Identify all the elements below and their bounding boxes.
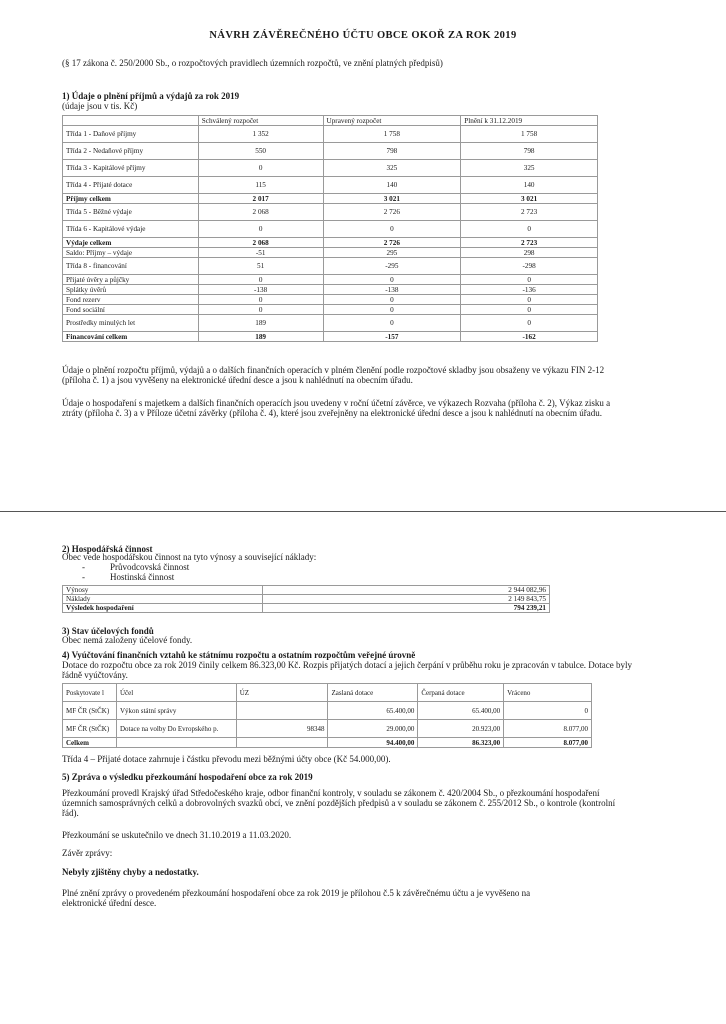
section4-text: Dotace do rozpočtu obce za rok 2019 činily celkem 86.323,00 Kč. Rozpis přijatých dotací a jejich čerpání v průběhu roku je zpracován v tabulce. Dotace byly řádně vyúčtovány. (62, 660, 633, 680)
budget-row-value: 2 726 (323, 204, 461, 221)
subsidy-cell-returned: 0 (504, 702, 592, 720)
budget-row (63, 160, 598, 177)
budget-row-label: Třída 2 - Nedaňové příjmy (63, 143, 199, 160)
budget-row (63, 143, 598, 160)
economic-row (63, 595, 550, 604)
budget-row-label: Výdaje celkem (63, 238, 199, 248)
budget-row (63, 177, 598, 194)
budget-row-value: 2 017 (198, 194, 323, 204)
budget-row-value: 0 (323, 275, 461, 285)
subsidy-cell-provider: Celkem (63, 738, 117, 748)
budget-row-value: -162 (461, 332, 598, 342)
budget-row-label: Přijaté úvěry a půjčky (63, 275, 199, 285)
budget-row-label: Třída 5 - Běžné výdaje (63, 204, 199, 221)
section1-paragraph-2: Údaje o hospodaření s majetkem a dalších finančních operacích jsou uvedeny v roční účetní závěrce, ve výkazech Rozvaha (příloha č. 2), Výkaz zisku a ztráty (příloha č. 3) a v Příloze účetní závěrky (příloha č. 4), které jsou zveřejněny na elektronické úřední desce a jsou k nahlédnutí na obecním úřadu. (62, 398, 611, 418)
budget-row-label: Třída 1 - Daňové příjmy (63, 126, 199, 143)
economic-row (63, 604, 550, 613)
budget-col-adjusted: Upravený rozpočet (323, 116, 461, 126)
budget-row-value: 295 (323, 248, 461, 258)
budget-row-value: 140 (323, 177, 461, 194)
section5-heading: 5) Zpráva o výsledku přezkoumání hospodaření obce za rok 2019 (62, 772, 313, 782)
economic-row-label: Výsledek hospodaření (63, 604, 263, 613)
intro-text: (§ 17 zákona č. 250/2000 Sb., o rozpočtových pravidlech územních rozpočtů, ve znění platných předpisů) (62, 58, 443, 68)
section5-conclusion: Nebyly zjištěny chyby a nedostatky. (62, 867, 199, 877)
budget-row-value: 51 (198, 258, 323, 275)
subsidy-col-returned: Vráceno (504, 684, 592, 702)
subsidy-col-used: Čerpaná dotace (418, 684, 504, 702)
section3-text: Obec nemá založeny účelové fondy. (62, 635, 193, 645)
budget-row-value: 1 758 (323, 126, 461, 143)
budget-row-value: 0 (461, 221, 598, 238)
budget-row-label: Prostředky minulých let (63, 315, 199, 332)
subsidy-col-sent: Zaslaná dotace (328, 684, 418, 702)
budget-row-label: Třída 4 - Přijaté dotace (63, 177, 199, 194)
budget-row-value: -295 (323, 258, 461, 275)
budget-row-value: 0 (198, 160, 323, 177)
budget-row-value: 0 (323, 295, 461, 305)
budget-row-value: 550 (198, 143, 323, 160)
budget-row-label: Fond rezerv (63, 295, 199, 305)
budget-row-value: 0 (198, 305, 323, 315)
budget-row-value: 0 (461, 275, 598, 285)
subsidy-col-purpose: Účel (116, 684, 236, 702)
budget-row-value: 0 (461, 295, 598, 305)
budget-row-value: -157 (323, 332, 461, 342)
economic-row (63, 586, 550, 595)
document-title: NÁVRH ZÁVĚREČNÉHO ÚČTU OBCE OKOŘ ZA ROK 2019 (209, 30, 517, 41)
budget-row-value: 2 068 (198, 204, 323, 221)
budget-row-value: 0 (461, 305, 598, 315)
budget-row-value: 2 723 (461, 204, 598, 221)
subsidy-cell-uz (236, 738, 328, 748)
budget-row-value: 2 723 (461, 238, 598, 248)
economic-row-value: 794 239,21 (262, 604, 549, 613)
document-page-top (0, 0, 726, 505)
section1-units: (údaje jsou v tis. Kč) (62, 101, 138, 111)
activity-item: - Průvodcovská činnost (82, 562, 189, 572)
subsidy-col-provider: Poskytovate l (63, 684, 117, 702)
budget-row-label: Třída 3 - Kapitálové příjmy (63, 160, 199, 177)
budget-row-value: -138 (323, 285, 461, 295)
budget-row-value: 0 (323, 315, 461, 332)
budget-row-value: 798 (461, 143, 598, 160)
budget-row-value: 3 021 (461, 194, 598, 204)
budget-row (63, 258, 598, 275)
budget-row-value: -298 (461, 258, 598, 275)
section1-paragraph-1: Údaje o plnění rozpočtu příjmů, výdajů a o dalších finančních operacích v plném členění podle rozpočtové skladby jsou obsaženy ve výkazu FIN 2-12 (příloha č. 1) a jsou vyvěšeny na elektronické úřední desce a jsou k nahlédnutí na obecním úřadu. (62, 365, 605, 385)
economic-row-label: Výnosy (63, 586, 263, 595)
subsidy-cell-uz: 98348 (236, 720, 328, 738)
budget-row-value: 298 (461, 248, 598, 258)
budget-row-value: 325 (461, 160, 598, 177)
budget-row (63, 305, 598, 315)
budget-row (63, 332, 598, 342)
budget-row (63, 204, 598, 221)
section5-paragraph-1: Přezkoumání provedl Krajský úřad Středočeského kraje, odbor finanční kontroly, v souladu se zákonem č. 420/2004 Sb., o přezkoumání hospodaření územních samosprávných celků a dobrovolných svazků obcí, ve znění pozdějších předpisů a v souladu se zákonem č. 255/2012 Sb., o kontrole (kontrolní řád). (62, 788, 616, 818)
budget-row-label: Fond sociální (63, 305, 199, 315)
budget-table (62, 115, 598, 342)
subsidy-cell-sent: 65.400,00 (328, 702, 418, 720)
economic-row-value: 2 944 082,96 (262, 586, 549, 595)
subsidy-table (62, 683, 592, 748)
subsidy-cell-uz (236, 702, 328, 720)
budget-row-value: 189 (198, 315, 323, 332)
subsidy-cell-purpose (116, 738, 236, 748)
budget-row-label: Příjmy celkem (63, 194, 199, 204)
subsidy-row (63, 720, 592, 738)
budget-row-value: 2 068 (198, 238, 323, 248)
budget-row-value: -138 (198, 285, 323, 295)
section4-heading: 4) Vyúčtování finančních vztahů ke státnímu rozpočtu a ostatním rozpočtům veřejné úrovně (62, 650, 416, 660)
subsidy-col-uz: ÚZ (236, 684, 328, 702)
subsidy-cell-used: 65.400,00 (418, 702, 504, 720)
budget-row-label: Splátky úvěrů (63, 285, 199, 295)
budget-row (63, 194, 598, 204)
subsidy-cell-purpose: Dotace na volby Do Evropského p. (116, 720, 236, 738)
budget-row-value: -136 (461, 285, 598, 295)
budget-row-value: 2 726 (323, 238, 461, 248)
subsidy-cell-used: 20.923,00 (418, 720, 504, 738)
budget-row-value: 115 (198, 177, 323, 194)
document-page-bottom (0, 516, 726, 1024)
budget-row-value: 0 (198, 295, 323, 305)
budget-row-value: 0 (461, 315, 598, 332)
subsidy-cell-returned: 8.077,00 (504, 738, 592, 748)
subsidy-cell-returned: 8.077,00 (504, 720, 592, 738)
budget-col-approved: Schválený rozpočet (198, 116, 323, 126)
budget-row-value: 1 758 (461, 126, 598, 143)
economic-row-value: 2 149 843,75 (262, 595, 549, 604)
subsidy-row (63, 702, 592, 720)
activity-list (82, 562, 189, 582)
budget-row-value: 0 (323, 221, 461, 238)
section2-text: Obec vede hospodářskou činnost na tyto výnosy a související náklady: (62, 552, 317, 562)
budget-row-value: 189 (198, 332, 323, 342)
subsidy-cell-purpose: Výkon státní správy (116, 702, 236, 720)
section3-heading: 3) Stav účelových fondů (62, 626, 154, 636)
budget-row (63, 221, 598, 238)
budget-row-label: Třída 8 - financování (63, 258, 199, 275)
activity-item: - Hostinská činnost (82, 572, 189, 582)
budget-row (63, 126, 598, 143)
budget-row-value: 0 (323, 305, 461, 315)
budget-row-value: 140 (461, 177, 598, 194)
budget-row (63, 248, 598, 258)
budget-row-value: 3 021 (323, 194, 461, 204)
economic-row-label: Náklady (63, 595, 263, 604)
budget-row-label: Saldo: Příjmy – výdaje (63, 248, 199, 258)
budget-row-value: 325 (323, 160, 461, 177)
budget-col-actual: Plnění k 31.12.2019 (461, 116, 598, 126)
section2-heading: 2) Hospodářská činnost (62, 544, 153, 554)
budget-row-value: -51 (198, 248, 323, 258)
subsidy-cell-provider: MF ČR (StČK) (63, 720, 117, 738)
section4-note: Třída 4 – Přijaté dotace zahrnuje i částku převodu mezi běžnými účty obce (Kč 54.000,00). (62, 754, 391, 764)
budget-row-value: 0 (198, 221, 323, 238)
subsidy-cell-used: 86.323,00 (418, 738, 504, 748)
budget-row (63, 238, 598, 248)
subsidy-row (63, 738, 592, 748)
budget-row-value: 798 (323, 143, 461, 160)
section5-paragraph-3: Plné znění zprávy o provedeném přezkoumání hospodaření obce za rok 2019 je přílohou č.5 k závěrečnému účtu a je vyvěšeno na elektronické úřední desce. (62, 888, 531, 908)
budget-row (63, 275, 598, 285)
budget-row-label: Třída 6 - Kapitálové výdaje (63, 221, 199, 238)
section5-conclusion-label: Závěr zprávy: (62, 848, 113, 858)
budget-row-value: 0 (198, 275, 323, 285)
budget-row-value: 1 352 (198, 126, 323, 143)
subsidy-cell-provider: MF ČR (StČK) (63, 702, 117, 720)
budget-row-label: Financování celkem (63, 332, 199, 342)
subsidy-cell-sent: 29.000,00 (328, 720, 418, 738)
budget-row (63, 315, 598, 332)
section5-paragraph-2: Přezkoumání se uskutečnilo ve dnech 31.10.2019 a 11.03.2020. (62, 830, 292, 840)
economic-activity-table (62, 585, 550, 613)
budget-col-label (63, 116, 199, 126)
budget-row (63, 295, 598, 305)
subsidy-cell-sent: 94.400,00 (328, 738, 418, 748)
budget-row (63, 285, 598, 295)
page-divider (0, 511, 726, 512)
section1-heading: 1) Údaje o plnění příjmů a výdajů za rok 2019 (62, 91, 240, 101)
